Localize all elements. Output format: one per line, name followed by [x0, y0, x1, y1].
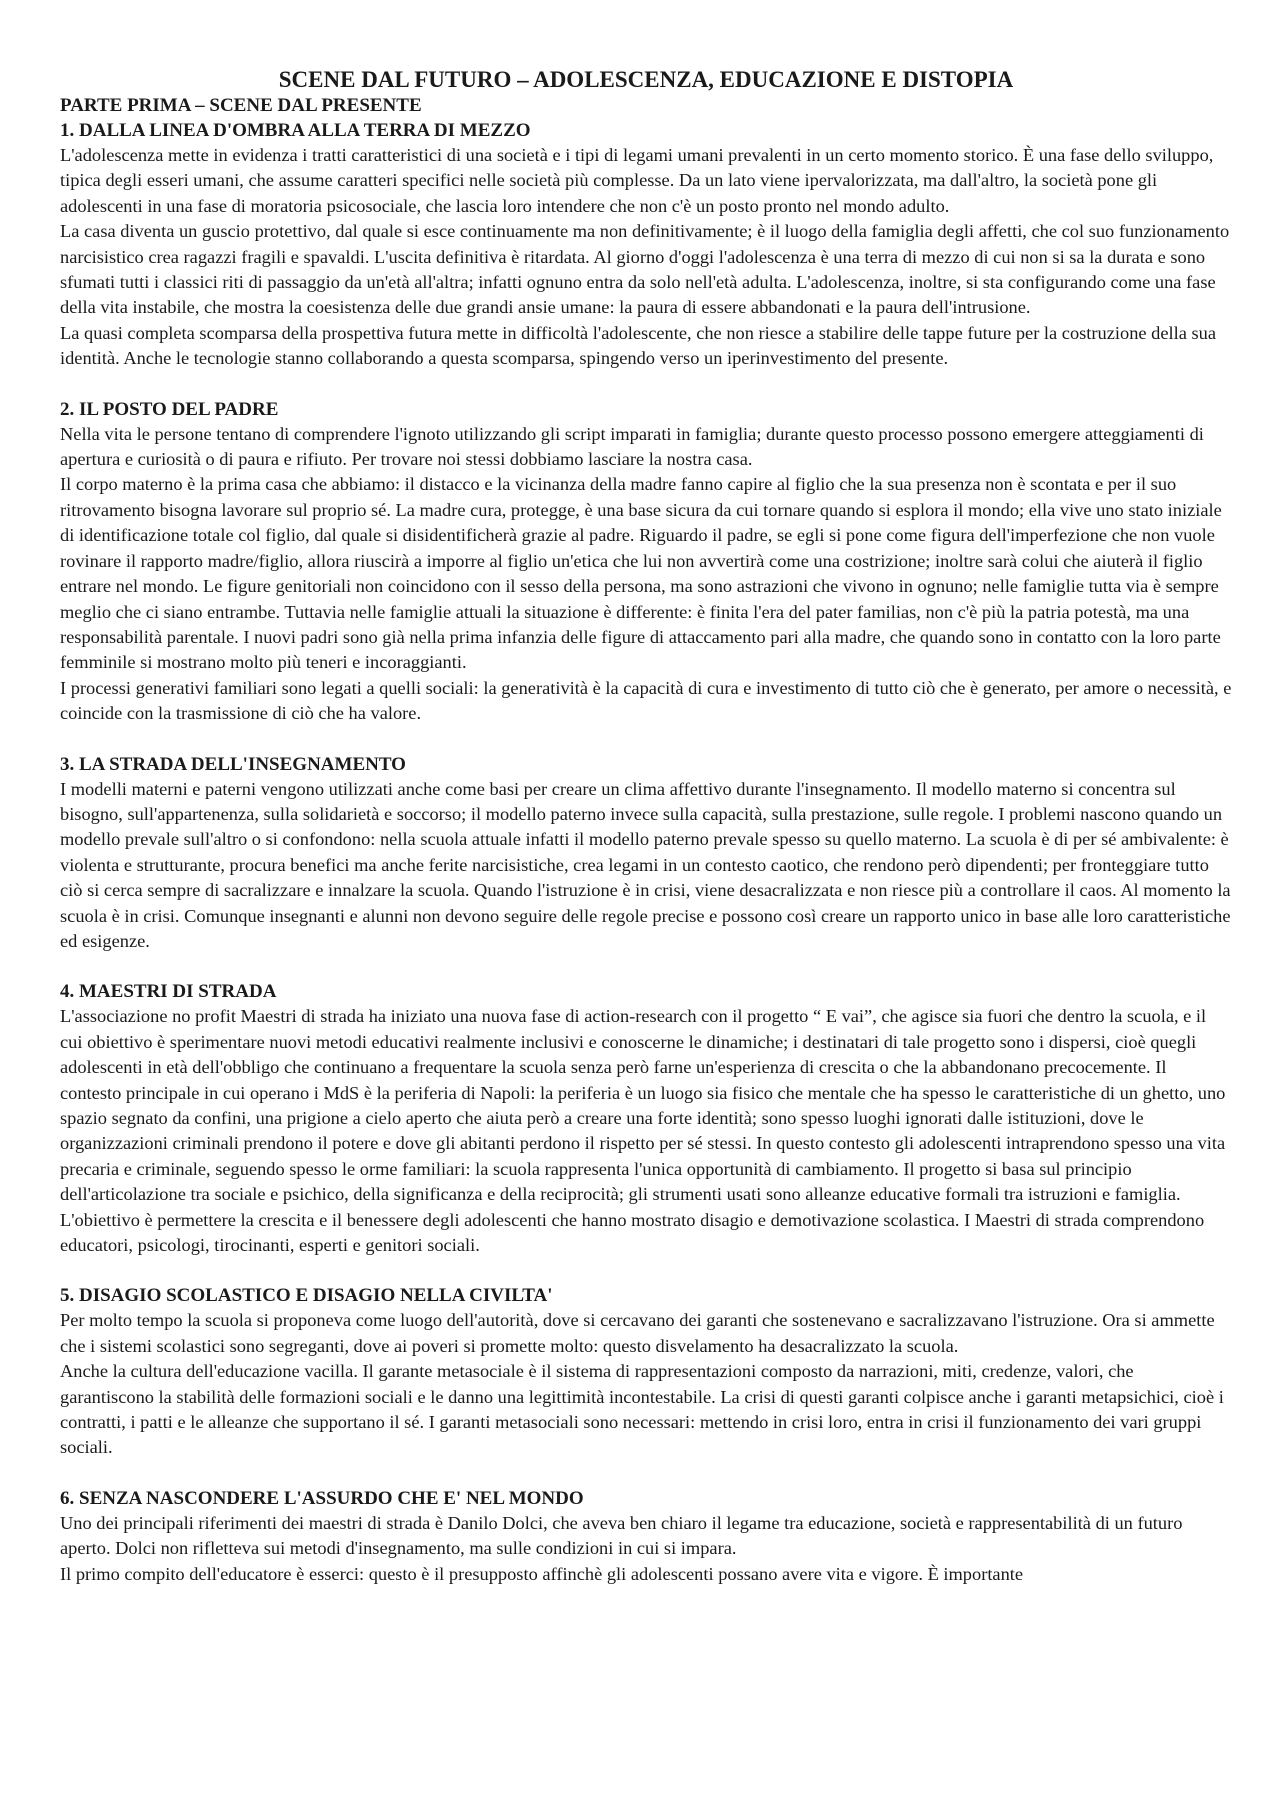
paragraph: La quasi completa scomparsa della prospettiva futura mette in difficoltà l'adolescente, che non riesce a stabilire delle tappe future per la costruzione della sua identità. Anche le tecnologie stanno collaborando a questa scomparsa, spingendo verso un iperinvestimento del presente. [60, 322, 1217, 369]
section-heading: 1. DALLA LINEA D'OMBRA ALLA TERRA DI MEZZO [60, 120, 531, 141]
section-1 [60, 118, 1232, 372]
paragraph: Per molto tempo la scuola si proponeva come luogo dell'autorità, dove si cercavano dei garanti che sostenevano e sacralizzavano l'istruzione. Ora si ammette che i sistemi scolastici sono segreganti, dove ai poveri si promette molto: questo disvelamento ha desacralizzato la scuola. [60, 1310, 1215, 1356]
section-5 [60, 1283, 1232, 1460]
paragraph: I modelli materni e paterni vengono utilizzati anche come basi per creare un clima affettivo durante l'insegnamento. Il modello materno si concentra sul bisogno, sull'appartenenza, sulla solidarietà e soccorso; il modello paterno invece sulla capacità, sulla prestazione, sulle regole. I problemi nascono quando un modello prevale sull'altro o si confondono: nella scuola attuale infatti il modello paterno prevale spesso su quello materno. La scuola è di per sé ambivalente: è violenta e strutturante, procura benefici ma anche ferite narcisistiche, crea legami in un contesto caotico, che rendono però dipendenti; per fronteggiare tutto ciò si cerca sempre di sacralizzare e innalzare la scuola. Quando l'istruzione è in crisi, viene desacralizzata e non riesce più a controllare il caos. Al momento la scuola è in crisi. Comunque insegnanti e alunni non devono seguire delle regole precise e possono così creare un rapporto unico in base alle loro caratteristiche ed esigenze. [60, 778, 1231, 951]
section-heading: 4. MAESTRI DI STRADA [60, 981, 277, 1003]
paragraph: I processi generativi familiari sono legati a quelli sociali: la generatività è la capacità di cura e investimento di tutto ciò che è generato, per amore o necessità, e coincide con la trasmissione di ciò che ha valore. [60, 677, 1232, 724]
section-2 [60, 397, 1232, 727]
paragraph: Anche la cultura dell'educazione vacilla. Il garante metasociale è il sistema di rappresentazioni composto da narrazioni, miti, credenze, valori, che garantiscono la stabilità delle formazioni sociali e le danno una legittimità incontestabile. La crisi di questi garanti colpisce anche i garanti metapsichici, cioè i contratti, i patti e le alleanze che supportano il sé. I garanti metasociali sono necessari: mettendo in crisi loro, entra in crisi il funzionamento dei vari gruppi sociali. [60, 1361, 1224, 1458]
paragraph: Nella vita le persone tentano di comprendere l'ignoto utilizzando gli script imparati in famiglia; durante questo processo possono emergere atteggiamenti di apertura e curiosità o di paura e rifiuto. Per trovare noi stessi dobbiamo lasciare la nostra casa. [60, 423, 1204, 470]
section-4 [60, 979, 1232, 1258]
paragraph: Il corpo materno è la prima casa che abbiamo: il distacco e la vicinanza della madre fanno capire al figlio che la sua presenza non è scontata e per il suo ritrovamento bisogna lavorare sul proprio sé. La madre cura, protegge, è una base sicura da cui tornare quando si esplora il mondo; ella vive uno stato iniziale di identificazione totale col figlio, dal quale si disidentificherà grazie al padre. Riguardo il padre, se egli si pone come figura dell'imperfezione che non vuole rovinare il rapporto madre/figlio, allora riuscirà a imporre al figlio un'etica che lui non avvertirà come una costrizione; inoltre sarà colui che aiuterà il figlio entrare nel mondo. Le figure genitoriali non coincidono con il sesso della persona, ma sono astrazioni che vivono in ognuno; nelle famiglie tutta via è sempre meglio che ci siano entrambe. Tuttavia nelle famiglie attuali la situazione è differente: è finita l'era del pater familias, non c'è più la patria potestà, ma una responsabilità parentale. I nuovi padri sono già nella prima infanzia delle figure di attaccamento pari alla madre, che quando sono in contatto con la loro parte femminile si mostrano molto più teneri e incoraggianti. [60, 474, 1222, 673]
section-heading: 2. IL POSTO DEL PADRE [60, 398, 279, 420]
paragraph: L'associazione no profit Maestri di strada ha iniziato una nuova fase di action-research con il progetto “ E vai”, che agisce sia fuori che dentro la scuola, e il cui obiettivo è sperimentare nuovi metodi educativi realmente inclusivi e conoscerne le dinamiche; i destinatari di tale progetto sono i dispersi, cioè quegli adolescenti in età dell'obbligo che continuano a frequentare la scuola senza però farne un'esperienza di crescita o che la abbandonano precocemente. Il contesto principale in cui operano i MdS è la periferia di Napoli: la periferia è un luogo sia fisico che mentale che ha spesso le caratteristiche di un ghetto, uno spazio segnato da confini, una prigione a cielo aperto che aiuta però a creare una forte identità; sono spesso luoghi ignorati dalle istituzioni, dove le organizzazioni criminali prendono il potere e dove gli abitanti perdono il rispetto per sé stessi. In questo contesto gli adolescenti intraprendono spesso una vita precaria e criminale, seguendo spesso le orme familiari: la scuola rappresenta l'unica opportunità di cambiamento. Il progetto si basa sul principio dell'articolazione tra sociale e psichico, della significanza e della reciprocità; gli strumenti usati sono alleanze educative formali tra istruzioni e famiglia. L'obiettivo è permettere la crescita e il benessere degli adolescenti che hanno mostrato disagio e demotivazione scolastica. I Maestri di strada comprendono educatori, psicologi, tirocinanti, esperti e genitori sociali. [60, 1006, 1226, 1256]
paragraph: Il primo compito dell'educatore è esserci: questo è il presupposto affinchè gli adolescenti possano avere vita e vigore. È importante [60, 1563, 1024, 1584]
paragraph: L'adolescenza mette in evidenza i tratti caratteristici di una società e i tipi di legami umani prevalenti in un certo momento storico. È una fase dello sviluppo, tipica degli esseri umani, che assume caratteri specifici nelle società più complesse. Da un lato viene ipervalorizzata, ma dall'altro, la società pone gli adolescenti in una fase di moratoria psicosociale, che lascia loro intendere che non c'è un posto pronto nel mondo adulto. [60, 145, 1214, 216]
part-title: PARTE PRIMA – SCENE DAL PRESENTE [60, 95, 422, 116]
section-heading: 3. LA STRADA DELL'INSEGNAMENTO [60, 753, 406, 775]
document-page [60, 66, 1232, 1612]
paragraph: La casa diventa un guscio protettivo, dal quale si esce continuamente ma non definitivamente; è il luogo della famiglia degli affetti, che col suo funzionamento narcisistico crea ragazzi fragili e spavaldi. L'uscita definitiva è ritardata. Al giorno d'oggi l'adolescenza è una terra di mezzo di cui non si sa la durata e sono sfumati tutti i classici riti di passaggio da un'età all'altra; infatti ognuno entra da solo nell'età adulta. L'adolescenza, inoltre, si sta configurando come una fase della vita instabile, che mostra la coesistenza delle due grandi ansie umane: la paura di essere abbandonati e la paura dell'intrusione. [60, 221, 1230, 318]
section-3 [60, 752, 1232, 955]
paragraph: Uno dei principali riferimenti dei maestri di strada è Danilo Dolci, che aveva ben chiaro il legame tra educazione, società e rappresentabilità di un futuro aperto. Dolci non rifletteva sui metodi d'insegnamento, ma sulle condizioni in cui si impara. [60, 1512, 1183, 1559]
document-title: SCENE DAL FUTURO – ADOLESCENZA, EDUCAZIONE E DISTOPIA [278, 67, 1014, 92]
section-heading: 5. DISAGIO SCOLASTICO E DISAGIO NELLA CIVILTA' [60, 1285, 553, 1307]
section-heading: 6. SENZA NASCONDERE L'ASSURDO CHE E' NEL MONDO [60, 1487, 584, 1509]
section-6 [60, 1486, 1232, 1587]
